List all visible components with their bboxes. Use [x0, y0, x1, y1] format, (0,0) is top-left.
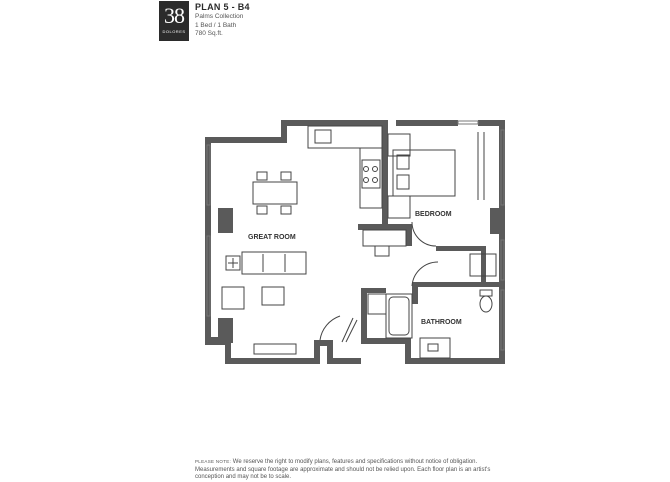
interior-walls — [358, 124, 502, 343]
wall-segment — [361, 288, 386, 293]
wall-segment — [382, 124, 388, 224]
disclaimer-note — [195, 458, 515, 482]
pillow — [397, 155, 409, 169]
stove — [362, 160, 380, 188]
entry-door — [320, 316, 357, 342]
vanity-sink — [428, 344, 438, 351]
label-great-room: GREAT ROOM — [248, 234, 296, 241]
wall-segment — [358, 224, 412, 230]
window — [458, 121, 478, 124]
nightstand — [388, 196, 410, 218]
exterior-walls — [205, 120, 505, 364]
living-furniture — [222, 252, 306, 354]
dining-table — [253, 182, 297, 204]
wall-segment — [382, 120, 388, 124]
wall-segment — [281, 120, 287, 143]
dining-chair — [257, 206, 267, 214]
door-swing — [320, 316, 340, 340]
wall-segment — [361, 288, 367, 343]
logo-number: 38 — [164, 3, 184, 28]
wall-segment — [218, 208, 233, 233]
armchair — [222, 287, 244, 309]
kitchen-sink — [315, 130, 331, 143]
dining-chair — [281, 172, 291, 180]
sofa — [242, 252, 306, 274]
wall-segment — [490, 208, 502, 234]
desk — [363, 230, 406, 246]
plan-title: PLAN 5 - B4 — [195, 2, 250, 12]
label-bathroom: BATHROOM — [421, 319, 462, 326]
stove-burner — [373, 167, 378, 172]
bedroom-furniture — [388, 132, 496, 276]
wall-segment — [281, 120, 382, 126]
vanity — [420, 338, 450, 358]
desk-area — [363, 230, 406, 256]
kitchen — [308, 126, 382, 208]
wall-segment — [436, 246, 486, 251]
desk-chair — [375, 246, 389, 256]
dining-chair — [281, 206, 291, 214]
bathtub-basin — [389, 297, 409, 335]
wall-segment — [481, 246, 486, 283]
nightstand — [388, 134, 410, 156]
wall-segment — [225, 358, 320, 364]
pillow — [397, 175, 409, 189]
wall-segment — [205, 337, 231, 345]
bedroom-door-swing — [412, 222, 436, 246]
stove-burner — [364, 167, 369, 172]
media-console — [254, 344, 296, 354]
coffee-table — [262, 287, 284, 305]
wall-segment — [396, 120, 458, 126]
logo-text: DOLORES — [162, 29, 186, 34]
note-label: PLEASE NOTE: — [195, 459, 232, 464]
bathtub — [386, 294, 412, 338]
wall-segment — [205, 137, 287, 143]
door-leaf — [346, 320, 357, 342]
plan-area: 780 Sq.ft. — [195, 30, 223, 37]
plan-beds-baths: 1 Bed / 1 Bath — [195, 21, 237, 29]
dining-chair — [257, 172, 267, 180]
wall-segment — [405, 358, 505, 364]
stove-burner — [364, 178, 369, 183]
toilet-bowl — [480, 296, 492, 312]
wall-segment — [361, 338, 411, 344]
plan-collection: Palms Collection — [195, 13, 244, 20]
label-bedroom: BEDROOM — [415, 211, 452, 218]
dining-set — [253, 172, 297, 214]
wall-segment — [412, 282, 502, 287]
toilet-tank — [480, 290, 492, 296]
kitchen-counter-side — [360, 148, 382, 208]
note-text: We reserve the right to modify plans, features and specifications without notice of obligation. Measurements and square footage are approximate and should not be relied upon. Each floor plan is an artist's conception and may not be to scale. — [195, 459, 491, 480]
stove-burner — [373, 178, 378, 183]
kitchen-counter — [308, 126, 382, 148]
wall-segment — [406, 224, 412, 246]
linen-closet — [368, 294, 386, 314]
